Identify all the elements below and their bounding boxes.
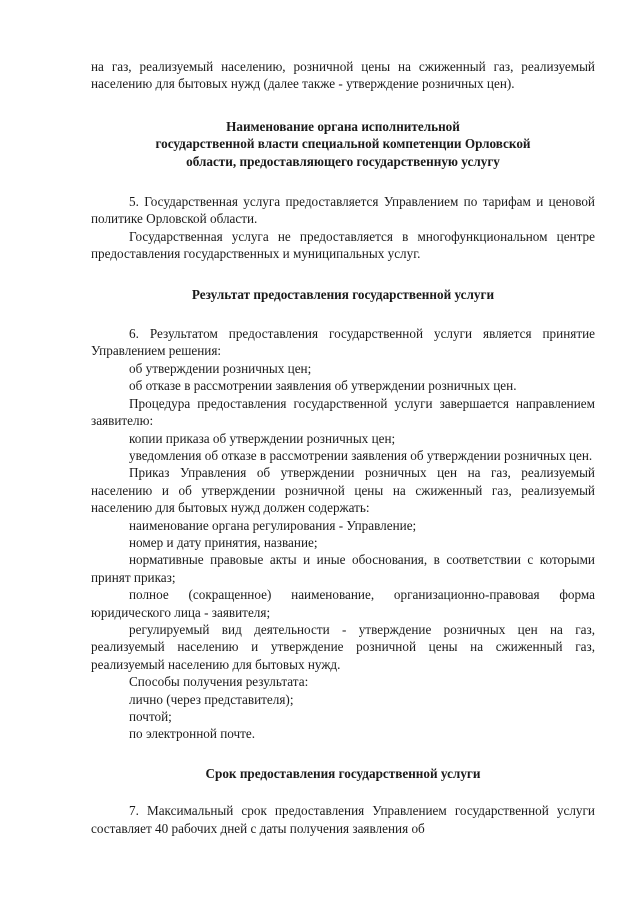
list-item: копии приказа об утверждении розничных цен; — [129, 430, 396, 446]
list-item: почтой; — [129, 709, 172, 724]
list-item: наименование органа регулирования - Управление; — [129, 517, 417, 533]
list-item: об отказе в рассмотрении заявления об утверждении розничных цен. — [129, 378, 517, 394]
paragraph-mfc: Государственная услуга не предоставляется в многофункциональном центре предоставления государственных и муниципальных услуг. — [91, 228, 595, 262]
list-item: нормативные правовые акты и иные обоснования, в соответствии с которыми принят приказ; — [91, 552, 595, 585]
list-item: об утверждении розничных цен; — [129, 360, 312, 376]
intro-paragraph: на газ, реализуемый населению, розничной цены на сжиженный газ, реализуемый населению для бытовых нужд (далее также - утверждение розничных цен). — [91, 59, 595, 92]
paragraph-6: 6. Результатом предоставления государственной услуги является принятие Управлением решения: — [91, 326, 595, 359]
heading-line: государственной власти специальной компетенции Орловской — [155, 136, 531, 152]
document-page — [91, 58, 595, 837]
list-item: уведомления об отказе в рассмотрении заявления об утверждении розничных цен. — [129, 447, 593, 463]
list-item: лично (через представителя); — [129, 691, 294, 707]
paragraph-order: Приказ Управления об утверждении розничных цен на газ, реализуемый населению и об утверждении розничной цены на сжиженный газ, реализуемый населению для бытовых нужд должен содержать: — [91, 465, 595, 516]
paragraph-procedure: Процедура предоставления государственной услуги завершается направлением заявителю: — [91, 395, 595, 429]
list-item: по электронной почте. — [129, 726, 256, 742]
list-item: регулируемый вид деятельности - утверждение розничных цен на газ, реализуемый населению и утверждение розничной цены на сжиженный газ, реализуемый населению для бытовых нужд. — [91, 621, 595, 672]
list-item: номер и дату принятия, название; — [129, 534, 318, 550]
paragraph-5: 5. Государственная услуга предоставляется Управлением по тарифам и ценовой политике Орловской области. — [91, 194, 595, 227]
section-heading-authority — [91, 118, 595, 170]
paragraph-7: 7. Максимальный срок предоставления Управлением государственной услуги составляет 40 рабочих дней с даты получения заявления об — [91, 803, 595, 836]
paragraph-methods: Способы получения результата: — [129, 674, 309, 690]
list-item: полное (сокращенное) наименование, организационно-правовая форма юридического лица - заявителя; — [91, 587, 595, 620]
section-heading-term: Срок предоставления государственной услуги — [205, 765, 481, 781]
heading-line: Наименование органа исполнительной — [226, 118, 460, 134]
heading-line: области, предоставляющего государственную услугу — [186, 153, 500, 169]
section-heading-result: Результат предоставления государственной услуги — [191, 286, 495, 302]
